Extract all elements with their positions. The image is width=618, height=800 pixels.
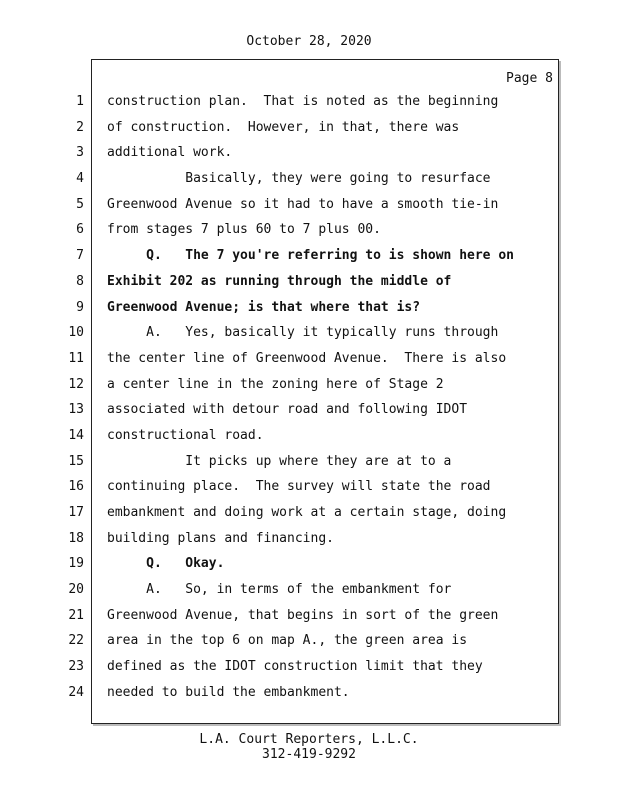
line-text: constructional road. [107, 427, 264, 443]
transcript-line [0, 553, 618, 579]
line-number: 7 [76, 248, 84, 264]
line-text: building plans and financing. [107, 530, 334, 546]
line-number: 23 [68, 659, 84, 675]
transcript-line [0, 168, 618, 194]
court-reporter-phone: 312-419-9292 [262, 747, 356, 762]
line-number: 8 [76, 273, 84, 289]
line-number: 16 [68, 479, 84, 495]
line-text: Q. The 7 you're referring to is shown here on [107, 248, 514, 264]
footer [0, 732, 618, 762]
line-text: embankment and doing work at a certain stage, doing [107, 505, 507, 520]
transcript-line [0, 399, 618, 425]
line-number: 20 [68, 582, 84, 598]
line-text: area in the top 6 on map A., the green area is [107, 633, 468, 649]
transcript-line [0, 579, 618, 605]
line-number: 6 [76, 222, 84, 238]
transcript-line [0, 245, 618, 271]
line-text: defined as the IDOT construction limit that they [107, 659, 483, 675]
line-number: 15 [68, 453, 84, 469]
transcript-line [0, 374, 618, 400]
line-text: Exhibit 202 as running through the middle of [107, 273, 452, 289]
line-number: 1 [76, 94, 84, 109]
line-number: 13 [68, 402, 84, 418]
transcript-date: October 28, 2020 [246, 34, 372, 49]
line-text: Q. Okay. [107, 556, 225, 572]
line-number: 9 [76, 299, 84, 315]
transcript-line [0, 142, 618, 168]
transcript-line [0, 630, 618, 656]
transcript-line [0, 451, 618, 477]
line-number: 5 [76, 196, 84, 212]
line-number: 4 [76, 171, 84, 187]
line-text: Greenwood Avenue; is that where that is? [107, 299, 421, 315]
page-number: Page 8 [506, 71, 553, 86]
line-number: 22 [68, 633, 84, 649]
line-number: 18 [68, 530, 84, 546]
line-number: 21 [68, 607, 84, 623]
transcript-line [0, 476, 618, 502]
transcript-lines [0, 91, 618, 708]
transcript-line [0, 271, 618, 297]
transcript-line [0, 91, 618, 117]
line-text: additional work. [107, 145, 233, 161]
line-text: It picks up where they are at to a [107, 453, 452, 469]
line-number: 19 [68, 556, 84, 572]
transcript-line [0, 322, 618, 348]
line-text: of construction. However, in that, there was [107, 119, 460, 135]
line-number: 3 [76, 145, 84, 161]
line-number: 2 [76, 119, 84, 135]
line-text: construction plan. That is noted as the beginning [107, 94, 499, 109]
line-number: 11 [68, 350, 84, 366]
line-number: 12 [68, 376, 84, 392]
line-text: needed to build the embankment. [107, 684, 350, 700]
transcript-line [0, 682, 618, 708]
line-number: 10 [68, 325, 84, 341]
transcript-line [0, 348, 618, 374]
line-text: associated with detour road and following IDOT [107, 402, 468, 418]
line-number: 14 [68, 427, 84, 443]
transcript-line [0, 605, 618, 631]
line-number: 24 [68, 684, 84, 700]
line-text: a center line in the zoning here of Stage 2 [107, 376, 444, 392]
line-text: A. So, in terms of the embankment for [107, 582, 452, 598]
transcript-line [0, 219, 618, 245]
court-reporter-name: L.A. Court Reporters, L.L.C. [199, 732, 419, 747]
line-number: 17 [68, 505, 84, 520]
line-text: continuing place. The survey will state the road [107, 479, 491, 495]
line-text: Basically, they were going to resurface [107, 171, 491, 187]
transcript-line [0, 502, 618, 528]
transcript-line [0, 194, 618, 220]
transcript-line [0, 297, 618, 323]
line-text: A. Yes, basically it typically runs through [107, 325, 499, 341]
line-text: from stages 7 plus 60 to 7 plus 00. [107, 222, 381, 238]
line-text: Greenwood Avenue so it had to have a smooth tie-in [107, 196, 499, 212]
line-text: Greenwood Avenue, that begins in sort of the green [107, 607, 499, 623]
transcript-line [0, 528, 618, 554]
line-text: the center line of Greenwood Avenue. There is also [107, 350, 507, 366]
transcript-line [0, 656, 618, 682]
transcript-line [0, 117, 618, 143]
transcript-line [0, 425, 618, 451]
